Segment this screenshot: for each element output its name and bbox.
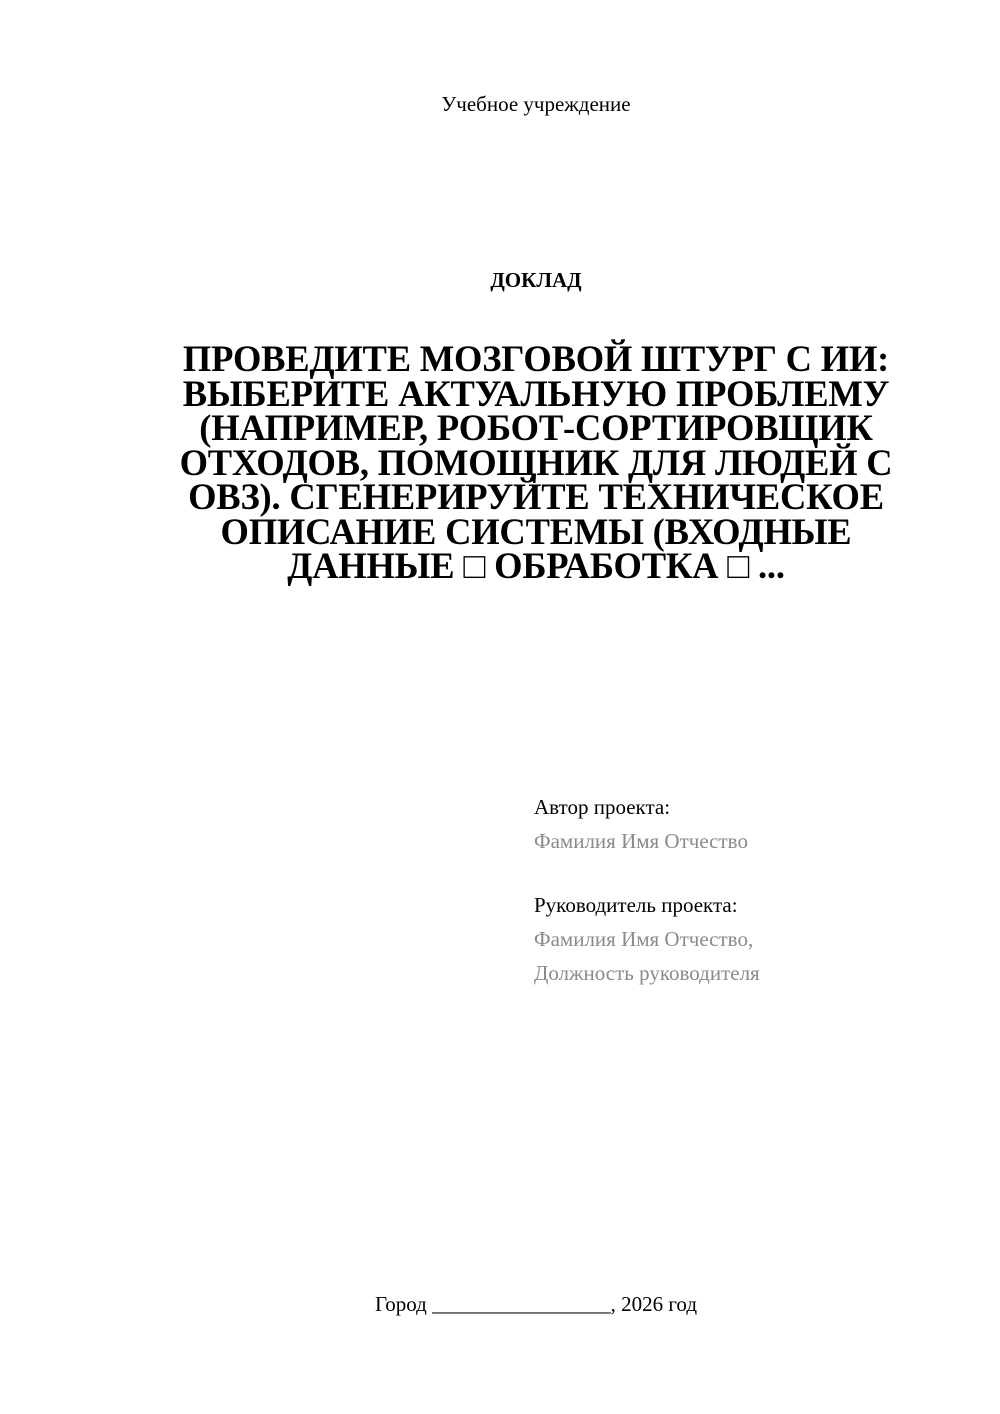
author-name-placeholder: Фамилия Имя Отчество — [534, 829, 748, 853]
supervisor-name-placeholder: Фамилия Имя Отчество, — [534, 927, 754, 951]
document-type-label: ДОКЛАД — [490, 268, 582, 292]
document-title: ПРОВЕДИТЕ МОЗГОВОЙ ШТУРГ С ИИ: ВЫБЕРИТЕ АКТУАЛЬНУЮ ПРОБЛЕМУ (НАПРИМЕР, РОБОТ-СОРТИРОВЩИК ОТХОДОВ, ПОМОЩНИК ДЛЯ ЛЮДЕЙ С ОВЗ). СГЕНЕРИРУЙТЕ ТЕХНИЧЕСКОЕ ОПИСАНИЕ СИСТЕМЫ (ВХОДНЫЕ ДАННЫЕ □ ОБРАБОТКА □ ... — [179, 338, 893, 586]
author-label: Автор проекта: — [534, 795, 671, 819]
supervisor-position-placeholder: Должность руководителя — [534, 961, 760, 985]
spacer — [534, 858, 974, 888]
authors-block — [534, 790, 974, 990]
supervisor-label: Руководитель проекта: — [534, 893, 738, 917]
institution-name: Учебное учреждение — [441, 92, 631, 116]
city-year-line: Город _________________, 2026 год — [374, 1292, 698, 1316]
